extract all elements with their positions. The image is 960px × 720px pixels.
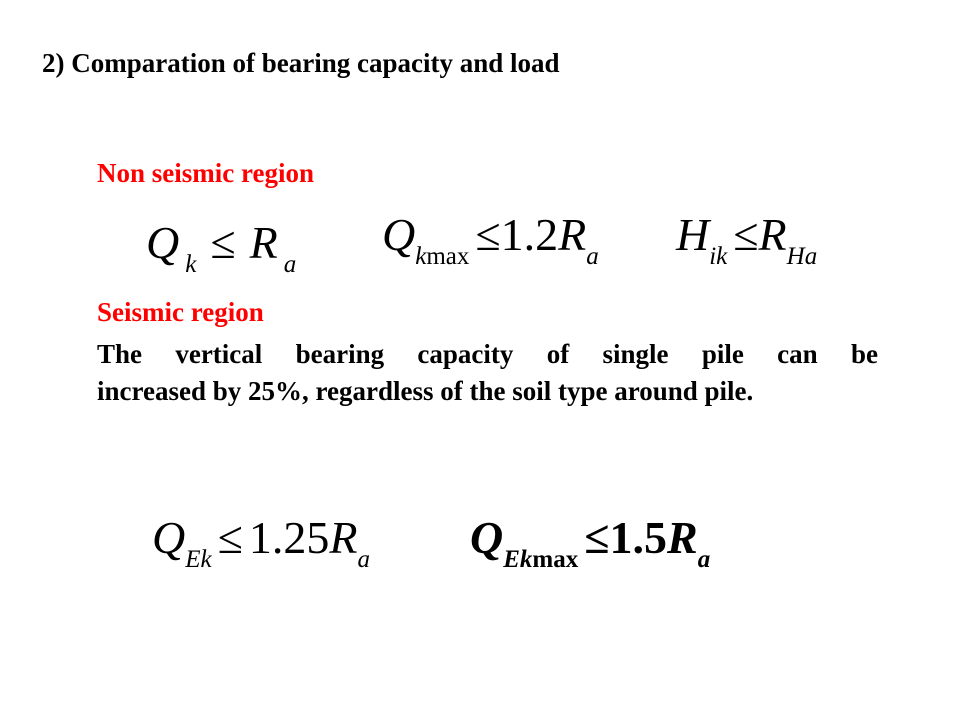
seismic-heading: Seismic region [97,297,264,327]
formula-operator: ≤ [217,512,243,563]
formula-subscript: a [697,546,711,573]
formula-symbol: Q [382,209,416,260]
formula-symbol: R [329,512,358,563]
formula-subscript-max: max [532,546,579,573]
formula-operator: ≤ [584,512,610,563]
formula-qekmax-le-1-5ra [470,512,711,573]
non-seismic-heading: Non seismic region [97,158,314,188]
seismic-description-line2: increased by 25%, regardless of the soil type around pile. [97,376,754,406]
formula-symbol: Q [146,217,180,268]
slide-title: 2) Comparation of bearing capacity and load [42,48,560,78]
formula-coefficient: 1.2 [500,209,559,260]
formula-coefficient: 1.25 [248,512,330,563]
formula-subscript: k [185,251,197,278]
formula-subscript: a [283,251,297,278]
formula-subscript: k [415,243,427,270]
formula-symbol: Q [470,512,504,563]
formula-qkmax-le-1-2ra [382,209,599,270]
formula-subscript: ik [709,243,728,270]
formula-qek-le-1-25ra [152,512,370,573]
formula-symbol: R [249,217,278,268]
formula-symbol: R [558,209,587,260]
formula-subscript: a [357,546,370,573]
formula-symbol: R [758,209,787,260]
seismic-description [97,336,878,410]
formula-operator: ≤ [475,209,501,260]
formula-operator: ≤ [733,209,759,260]
formula-qk-le-ra [146,217,297,278]
formula-subscript-max: max [426,243,470,270]
formula-symbol: Q [152,512,186,563]
formula-symbol: H [676,209,710,260]
formula-operator: ≤ [210,217,236,268]
formula-symbol: R [667,512,698,563]
formula-subscript: Ha [786,243,818,270]
formula-subscript: Ek [185,546,212,573]
formula-coefficient: 1.5 [609,512,667,563]
formula-subscript: Ek [503,546,533,573]
seismic-description-line1: The vertical bearing capacity of single pile can be [97,339,878,369]
formula-hik-le-rha [676,209,818,270]
formula-subscript: a [586,243,599,270]
